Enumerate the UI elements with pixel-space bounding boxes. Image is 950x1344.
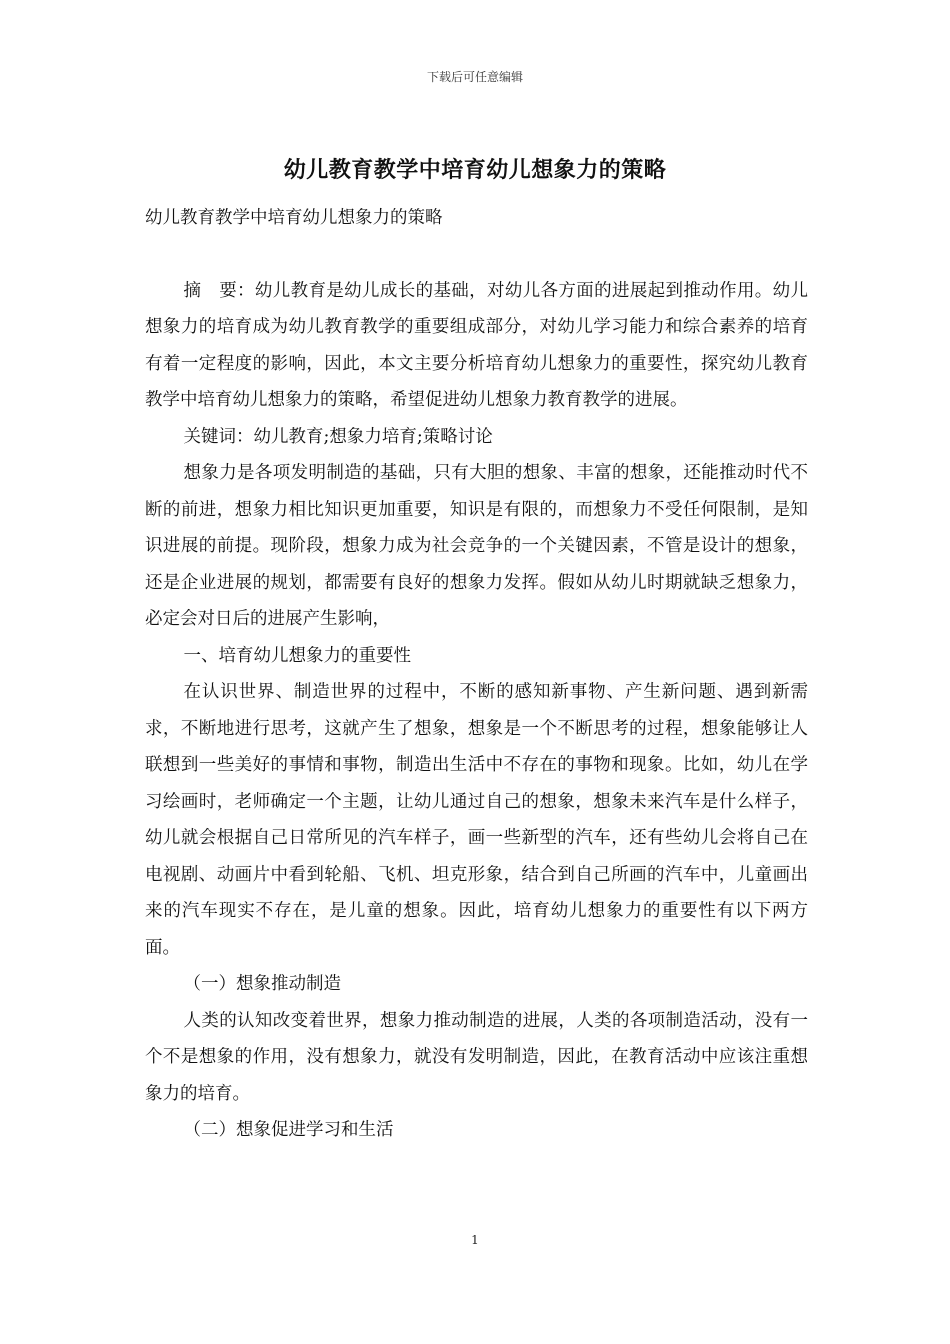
document-title: 幼儿教育教学中培育幼儿想象力的策略 [283, 157, 667, 183]
subsection-heading: （一）想象推动制造 [183, 974, 341, 994]
document-body [145, 200, 808, 1149]
header-note: 下载后可任意编辑 [426, 70, 523, 84]
section-paragraph: 在认识世界、制造世界的过程中，不断的感知新事物、产生新问题、遇到新需求，不断地进行思考，这就产生了想象，想象是一个不断思考的过程，想象能够让人联想到一些美好的事情和事物，制造出生活中不存在的事物和现象。比如，幼儿在学习绘画时，老师确定一个主题，让幼儿通过自己的想象，想象未来汽车是什么样子，幼儿就会根据自己日常所见的汽车样子，画一些新型的汽车，还有些幼儿会将自己在电视剧、动画片中看到轮船、飞机、坦克形象，结合到自己所画的汽车中，儿童画出来的汽车现实不存在，是儿童的想象。因此，培育幼儿想象力的重要性有以下两方面。 [145, 682, 808, 958]
section-heading: 一、培育幼儿想象力的重要性 [183, 645, 411, 666]
subsection-heading: （二）想象促进学习和生活 [183, 1120, 394, 1140]
subsection-paragraph: 人类的认知改变着世界，想象力推动制造的进展，人类的各项制造活动，没有一个不是想象的作用，没有想象力，就没有发明制造，因此，在教育活动中应该注重想象力的培育。 [145, 1010, 808, 1104]
keywords-paragraph: 关键词：幼儿教育;想象力培育;策略讨论 [183, 426, 493, 447]
document-subtitle: 幼儿教育教学中培育幼儿想象力的策略 [145, 208, 443, 228]
intro-paragraph: 想象力是各项发明制造的基础，只有大胆的想象、丰富的想象，还能推动时代不断的前进，想象力相比知识更加重要，知识是有限的，而想象力不受任何限制，是知识进展的前提。现阶段，想象力成为社会竞争的一个关键因素，不管是设计的想象，还是企业进展的规划，都需要有良好的想象力发挥。假如从幼儿时期就缺乏想象力，必定会对日后的进展产生影响， [145, 463, 808, 629]
page-number: 1 [471, 1233, 479, 1247]
abstract-paragraph: 摘 要：幼儿教育是幼儿成长的基础，对幼儿各方面的进展起到推动作用。幼儿想象力的培育成为幼儿教育教学的重要组成部分，对幼儿学习能力和综合素养的培育有着一定程度的影响，因此，本文主要分析培育幼儿想象力的重要性，探究幼儿教育教学中培育幼儿想象力的策略，希望促进幼儿想象力教育教学的进展。 [145, 280, 808, 410]
